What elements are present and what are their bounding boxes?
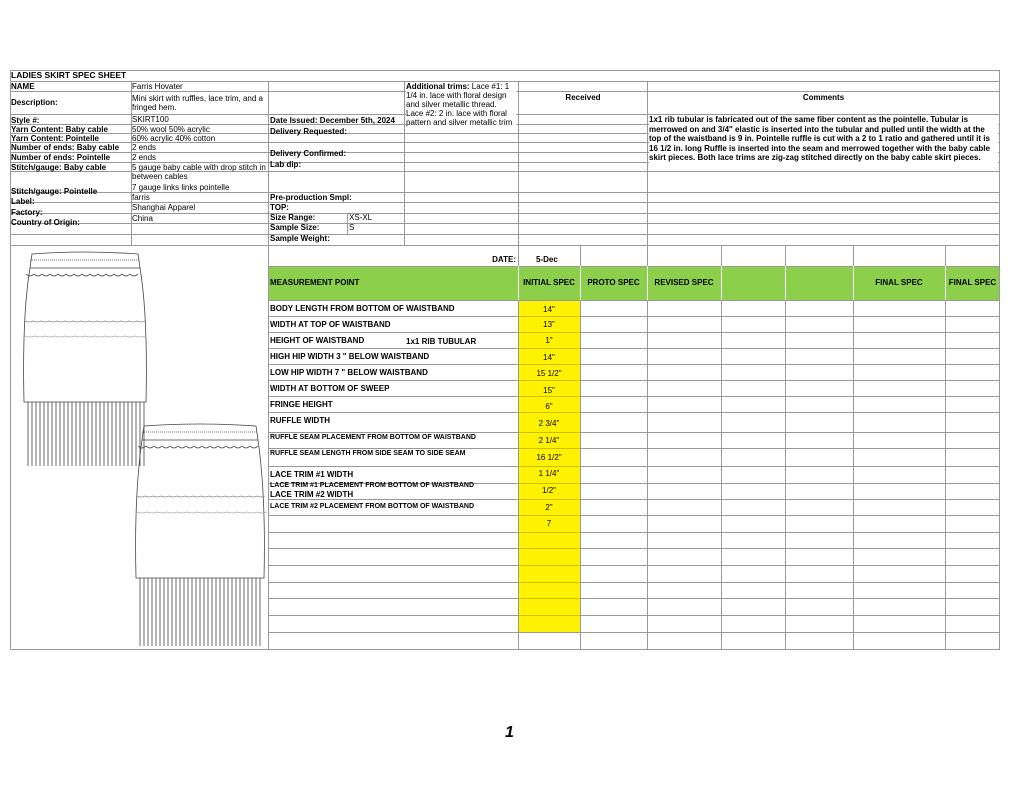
- info-label-label: Label:: [11, 197, 35, 206]
- sample-weight-label: Sample Weight:: [270, 234, 330, 243]
- size-range-value: XS-XL: [349, 213, 373, 222]
- preproduction-sample: Pre-production Smpl:: [270, 193, 352, 202]
- additional-trims: [406, 82, 516, 127]
- initial-spec-ruffle-seam-length: 16 1/2": [536, 453, 562, 462]
- info-value-stitch-pointelle: 7 gauge links links pointelle: [132, 183, 230, 192]
- delivery-requested: Delivery Requested:: [270, 127, 347, 136]
- info-value-description: Mini skirt with ruffles, lace trim, and a fringed hem.: [132, 94, 264, 112]
- info-label-stitch-baby-cable: Stitch/gauge: Baby cable: [11, 163, 107, 172]
- info-label-style: Style #:: [11, 116, 40, 125]
- measurement-point-high-hip: HIGH HIP WIDTH 3 " BELOW WAISTBAND: [270, 352, 430, 361]
- info-label-ends-baby-cable: Number of ends: Baby cable: [11, 143, 120, 152]
- additional-trims-text: Lace #1: 1 1/4 in. lace with floral design and silver metallic thread. Lace #2: 2 in. lace with floral pattern and silver metallic trim: [406, 82, 513, 127]
- skirt-back-sketch: [136, 424, 267, 646]
- initial-spec-top-waistband-width: 13": [543, 320, 555, 329]
- info-value-label: farris: [132, 193, 150, 202]
- measurement-point-sweep-width: WIDTH AT BOTTOM OF SWEEP: [270, 384, 390, 393]
- measurement-point-lace2-width: LACE TRIM #2 WIDTH: [270, 490, 354, 499]
- date-value: 5-Dec: [536, 255, 558, 264]
- skirt-front-sketch: [24, 252, 147, 466]
- top-label: TOP:: [270, 203, 289, 212]
- size-range-label: Size Range:: [270, 213, 316, 222]
- sample-size-label: Sample Size:: [270, 223, 320, 232]
- measurement-point-fringe-height: FRINGE HEIGHT: [270, 400, 333, 409]
- info-value-factory: Shanghai Apparel: [132, 203, 196, 212]
- measurement-point-ruffle-seam-placement: RUFFLE SEAM PLACEMENT FROM BOTTOM OF WAISTBAND: [270, 434, 476, 441]
- comments-text: 1x1 rib tubular is fabricated out of the same fiber content as the pointelle. Tubular is merrowed on and 3/4" elastic is inserted into the tubular and pulled until the width at the top of the waistband is 9 in. Pointelle ruffle is cut with a 2 to 1 ratio and gathered until it is 16 1/2 in. long Ruffle is inserted into the seam and merrowed together with the baby cable skirt pieces. Both lace trims are zig-zag stitched directly on the baby cable skirt pieces.: [649, 115, 998, 163]
- revised-spec-header: REVISED SPEC: [654, 278, 714, 287]
- info-label-name: NAME: [11, 82, 35, 91]
- info-label-description: Description:: [11, 98, 58, 107]
- measurement-point-low-hip: LOW HIP WIDTH 7 " BELOW WAISTBAND: [270, 368, 428, 377]
- initial-spec-ruffle-seam-placement: 2 1/4": [538, 436, 560, 445]
- info-label-ends-pointelle: Number of ends: Pointelle: [11, 153, 111, 162]
- delivery-confirmed: Delivery Confirmed:: [270, 149, 347, 158]
- info-label-stitch-pointelle: Stitch/gauge: Pointelle: [11, 187, 98, 196]
- final-spec-header-1: FINAL SPEC: [875, 278, 923, 287]
- initial-spec-header: INITIAL SPEC: [523, 278, 575, 287]
- info-label-yarn-baby-cable: Yarn Content: Baby cable: [11, 125, 108, 134]
- sample-size-value: S: [349, 223, 355, 232]
- initial-spec-extra: 7: [546, 519, 552, 528]
- initial-spec-low-hip: 15 1/2": [536, 369, 562, 378]
- initial-spec-fringe-height: 6": [545, 402, 553, 411]
- measurement-point-body-length: BODY LENGTH FROM BOTTOM OF WAISTBAND: [270, 304, 455, 313]
- final-spec-header-2: FINAL SPEC: [948, 278, 997, 287]
- date-issued: Date Issued: December 5th, 2024: [270, 116, 395, 125]
- date-label: DATE:: [492, 255, 516, 264]
- initial-spec-waistband-height: 1": [545, 336, 553, 345]
- proto-spec-header: PROTO SPEC: [587, 278, 640, 287]
- info-value-style: SKIRT100: [132, 115, 169, 124]
- initial-spec-lace1-width: 1 1/4": [538, 469, 560, 478]
- page-number: 1: [505, 724, 514, 741]
- received-header: Received: [565, 93, 601, 102]
- measurement-point-lace1-width: LACE TRIM #1 WIDTH: [270, 470, 354, 479]
- info-value-ends-baby-cable: 2 ends: [132, 143, 157, 152]
- info-value-yarn-pointelle: 60% acrylic 40% cotton: [132, 134, 216, 143]
- measurement-point-lace1-placement: LACE TRIM #1 PLACEMENT FROM BOTTOM OF WAISTBAND: [270, 482, 475, 489]
- initial-spec-high-hip: 14": [543, 353, 555, 362]
- waistband-note: 1x1 RIB TUBULAR: [406, 337, 477, 346]
- info-value-stitch-baby-cable: 5 gauge baby cable with drop stitch in between cables: [132, 163, 266, 181]
- measurement-point-waistband-height: HEIGHT OF WAISTBAND: [270, 336, 365, 345]
- info-value-ends-pointelle: 2 ends: [132, 153, 157, 162]
- comments-header: Comments: [802, 93, 845, 102]
- info-label-factory: Factory:: [11, 208, 43, 217]
- info-value-yarn-baby-cable: 50% wool 50% acrylic: [132, 125, 210, 134]
- additional-trims-label: Additional trims:: [406, 82, 470, 91]
- spec-sheet: [10, 70, 1000, 650]
- initial-spec-lace2-placement: 2": [545, 503, 553, 512]
- sheet-title: LADIES SKIRT SPEC SHEET: [11, 70, 127, 80]
- measurement-point-ruffle-width: RUFFLE WIDTH: [270, 416, 330, 425]
- initial-spec-sweep-width: 15": [543, 386, 555, 395]
- info-label-yarn-pointelle: Yarn Content: Pointelle: [11, 134, 100, 143]
- info-value-country: China: [132, 214, 153, 223]
- info-label-country: Country of Origin:: [11, 218, 80, 227]
- info-value-name: Farris Hovater: [132, 82, 183, 91]
- measurement-point-ruffle-seam-length: RUFFLE SEAM LENGTH FROM SIDE SEAM TO SIDE SEAM: [270, 450, 466, 457]
- skirt-technical-sketch: [10, 246, 268, 649]
- measurement-point-header: MEASUREMENT POINT: [270, 278, 360, 287]
- lab-dip: Lab dip:: [270, 160, 302, 169]
- initial-spec-ruffle-width: 2 3/4": [538, 419, 560, 428]
- measurement-point-lace2-placement: LACE TRIM #2 PLACEMENT FROM BOTTOM OF WAISTBAND: [270, 503, 475, 510]
- initial-spec-lace1-placement: 1/2": [542, 486, 556, 495]
- initial-spec-body-length: 14": [543, 305, 555, 314]
- measurement-point-top-waistband-width: WIDTH AT TOP OF WAISTBAND: [270, 320, 391, 329]
